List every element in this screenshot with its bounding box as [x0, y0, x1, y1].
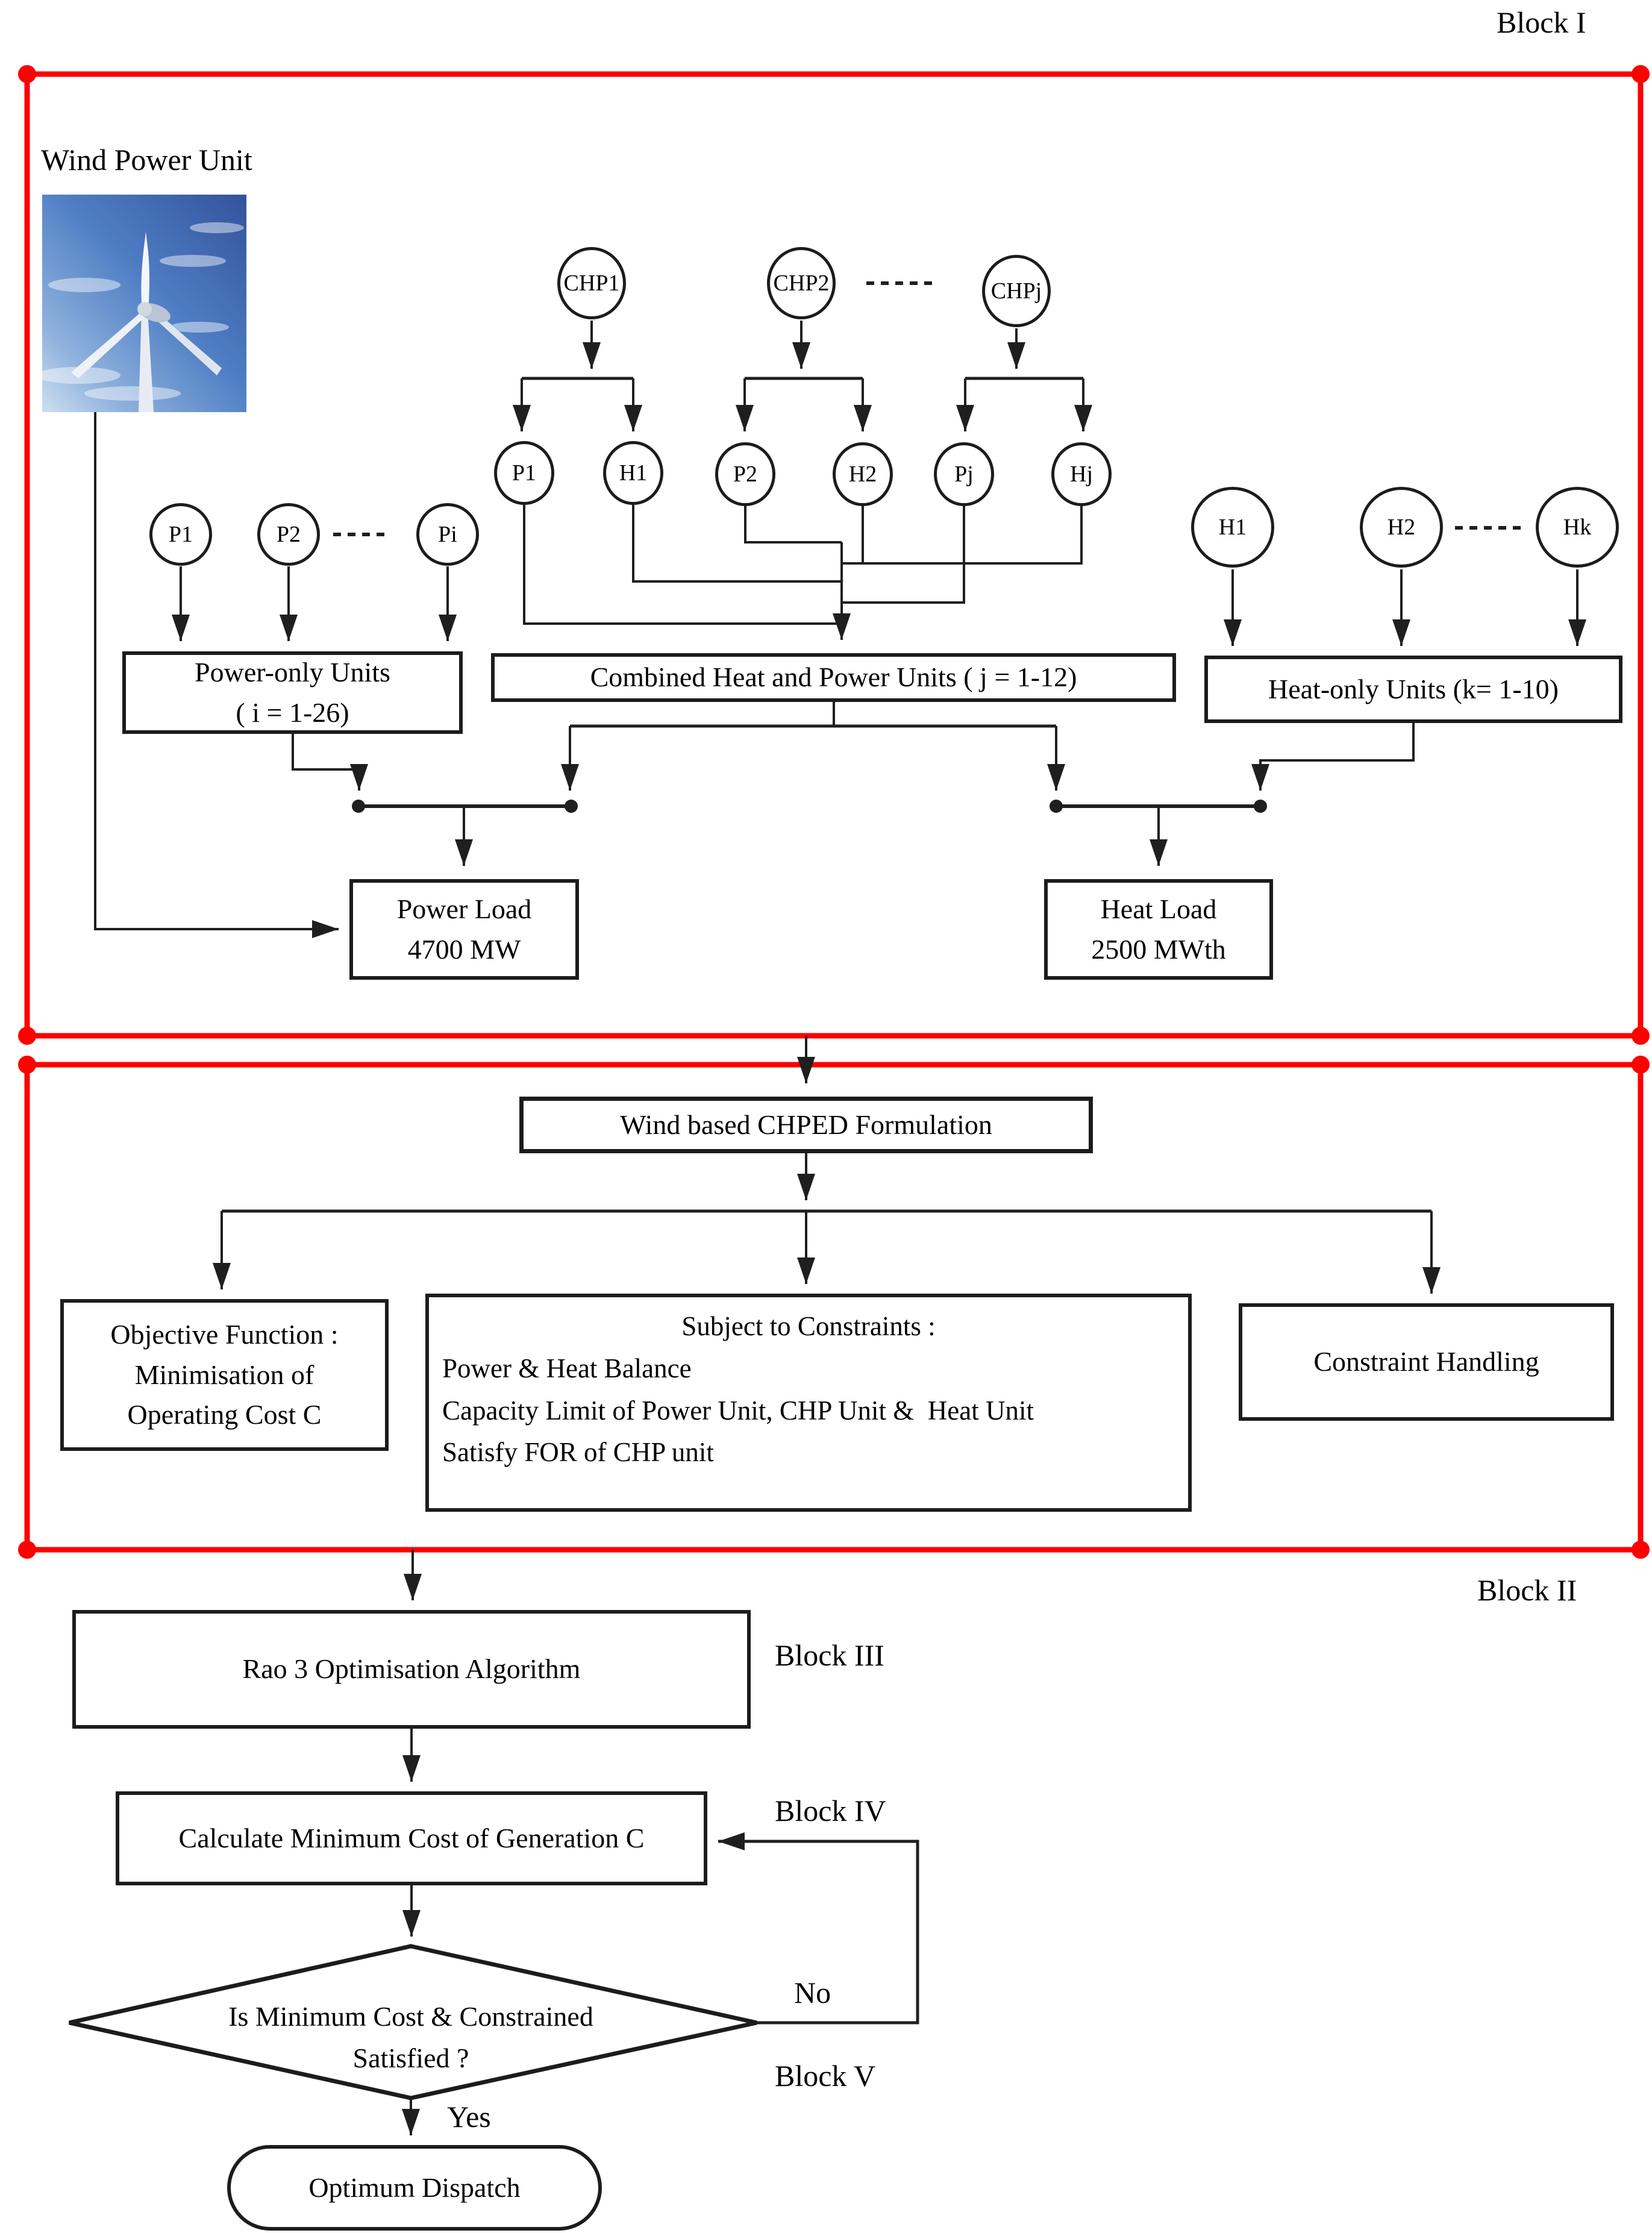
constraints-item3: Satisfy FOR of CHP unit	[442, 1437, 714, 1468]
power-only-units-box	[122, 651, 463, 734]
power-only-units-line2: ( i = 1-26)	[236, 697, 349, 728]
block3-label: Block III	[775, 1638, 884, 1672]
optimum-dispatch-terminal	[227, 2145, 602, 2231]
power-unit-p1-node: P1	[149, 503, 212, 566]
power-load-line2: 4700 MW	[407, 933, 521, 965]
chp-output-merge-lattice	[524, 505, 1081, 640]
wind-turbine-graphic	[42, 195, 246, 412]
calculate-cost-label: Calculate Minimum Cost of Generation C	[178, 1822, 645, 1853]
block5-label: Block V	[775, 2059, 876, 2093]
heat-load-line1: Heat Load	[1100, 893, 1217, 924]
wind-power-unit-label: Wind Power Unit	[41, 143, 252, 177]
constraints-box	[425, 1294, 1192, 1512]
heat-unit-h2-node: H2	[1360, 487, 1443, 568]
chp1-heat-output-node: H1	[603, 441, 663, 505]
objective-line2: Minimisation of	[134, 1359, 314, 1390]
chp1-node: CHP1	[557, 247, 626, 319]
objective-line1: Objective Function :	[110, 1318, 339, 1350]
heat-load-line2: 2500 MWth	[1091, 933, 1226, 965]
decision-line2: Satisfied ?	[352, 2043, 469, 2073]
chp-units-box-label: Combined Heat and Power Units ( j = 1-12)	[590, 662, 1077, 693]
power-unit-pi-node: Pi	[416, 503, 479, 566]
calculate-cost-box	[116, 1791, 707, 1885]
no-branch-label: No	[794, 1976, 831, 2009]
chped-formulation-box	[519, 1097, 1093, 1153]
heat-load-box	[1044, 879, 1273, 980]
heat-only-units-box-label: Heat-only Units (k= 1-10)	[1268, 673, 1559, 704]
heat-unit-h1-node: H1	[1191, 487, 1274, 568]
chp1-power-output-node: P1	[494, 441, 554, 505]
yes-branch-label: Yes	[447, 2100, 491, 2134]
chpj-power-output-node: Pj	[934, 442, 994, 506]
rao-algorithm-box	[72, 1610, 751, 1729]
chpj-heat-output-node: Hj	[1051, 442, 1112, 506]
chp2-node: CHP2	[767, 247, 836, 319]
chp2-power-output-node: P2	[715, 442, 775, 506]
block4-label: Block IV	[775, 1794, 886, 1827]
constraint-handling-label: Constraint Handling	[1313, 1346, 1539, 1377]
wind-turbine-image	[42, 195, 246, 412]
constraints-item2: Capacity Limit of Power Unit, CHP Unit & Heat Unit	[442, 1395, 1034, 1426]
power-load-box	[349, 879, 579, 980]
constraint-handling-box	[1239, 1303, 1614, 1421]
chped-formulation-label: Wind based CHPED Formulation	[620, 1109, 992, 1140]
heat-only-units-box	[1204, 656, 1622, 723]
chp2-heat-output-node: H2	[833, 442, 893, 506]
objective-function-box	[60, 1299, 389, 1451]
constraints-item1: Power & Heat Balance	[442, 1353, 692, 1383]
chp-units-box	[491, 653, 1176, 702]
objective-line3: Operating Cost C	[127, 1399, 322, 1430]
block1-label: Block I	[1497, 5, 1586, 39]
power-load-line1: Power Load	[396, 893, 532, 924]
power-only-units-line1: Power-only Units	[195, 656, 390, 687]
heat-unit-hk-node: Hk	[1536, 487, 1619, 568]
decision-diamond-text	[176, 1998, 646, 2076]
optimum-dispatch-label: Optimum Dispatch	[308, 2172, 521, 2203]
chpj-node: CHPj	[982, 255, 1051, 327]
decision-line1: Is Minimum Cost & Constrained	[228, 2001, 593, 2032]
rao-algorithm-label: Rao 3 Optimisation Algorithm	[242, 1653, 581, 1685]
power-unit-p2-node: P2	[257, 503, 320, 566]
block2-label: Block II	[1477, 1573, 1577, 1607]
constraints-title: Subject to Constraints :	[681, 1311, 936, 1341]
